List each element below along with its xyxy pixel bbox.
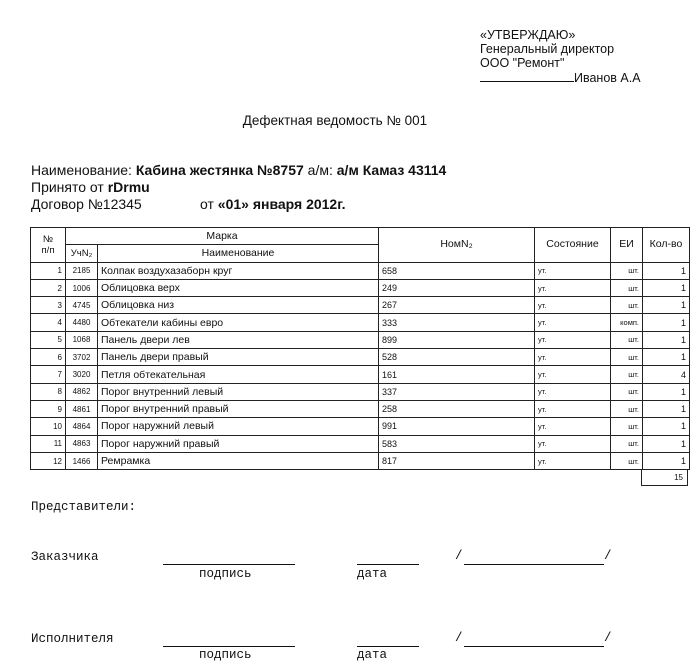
table-row: 2 1006 Облицовка верх 249 ут. шт. 1 <box>31 279 690 296</box>
total-qty: 15 <box>641 470 688 486</box>
date-label: от <box>200 196 218 212</box>
approval-signature-row <box>480 70 641 85</box>
contractor-label: Исполнителя <box>31 632 114 646</box>
customer-signature-line <box>163 564 295 565</box>
vehicle-value: а/м Камаз 43114 <box>336 162 447 178</box>
table-row: 3 4745 Облицовка низ 267 ут. шт. 1 <box>31 297 690 314</box>
approval-position: Генеральный директор <box>480 42 615 56</box>
received-value: rDrmu <box>107 179 150 195</box>
contractor-signature-line <box>163 646 295 647</box>
contractor-name-line <box>464 646 604 647</box>
name-label: Наименование: <box>31 162 136 178</box>
header-code: УчN₂ <box>66 245 98 262</box>
info-contract-line <box>31 196 142 212</box>
contract-label: Договор № <box>31 196 103 212</box>
header-qty: Кол-во <box>643 228 690 263</box>
name-value: Кабина жестянка №8757 <box>135 162 304 178</box>
info-name-line <box>31 162 446 178</box>
received-label: Принято от <box>31 179 108 195</box>
table-row: 8 4862 Порог внутренний левый 337 ут. шт. 1 <box>31 383 690 400</box>
info-received-line <box>31 179 150 195</box>
header-state: Состояние <box>535 228 611 263</box>
defect-table <box>30 227 690 470</box>
table-row: 7 3020 Петля обтекательная 161 ут. шт. 4 <box>31 366 690 383</box>
contractor-sign-caption: подпись <box>199 648 252 662</box>
table-row: 1 2185 Колпак воздухазаборн круг 658 ут. шт. 1 <box>31 262 690 279</box>
approval-signer: Иванов А.А <box>574 71 641 85</box>
header-num: № п/п <box>31 228 66 263</box>
header-nom: НомN₂ <box>379 228 535 263</box>
customer-slash-left: / <box>455 549 463 563</box>
contractor-date-caption: дата <box>357 648 388 662</box>
customer-slash-right: / <box>604 549 612 563</box>
header-mark: Марка <box>66 228 379 245</box>
table-row: 12 1466 Ремрамка 817 ут. шт. 1 <box>31 452 690 469</box>
document-title: Дефектная ведомость № 001 <box>242 113 428 128</box>
table-row: 10 4864 Порог наружний левый 991 ут. шт. 1 <box>31 418 690 435</box>
header-unit: ЕИ <box>611 228 643 263</box>
contractor-slash-left: / <box>455 631 463 645</box>
table-row: 4 4480 Обтекатели кабины евро 333 ут. комп. 1 <box>31 314 690 331</box>
representatives-heading: Представители: <box>31 500 137 514</box>
date-value: «01» января 2012г. <box>217 196 346 212</box>
table-row: 9 4861 Порог внутренний правый 258 ут. шт. 1 <box>31 400 690 417</box>
customer-name-line <box>464 564 604 565</box>
customer-date-line <box>357 564 419 565</box>
approval-block <box>480 28 641 85</box>
table-row: 11 4863 Порог наружний правый 583 ут. шт. 1 <box>31 435 690 452</box>
approval-stamp: «УТВЕРЖДАЮ» <box>480 28 576 42</box>
info-date <box>200 196 346 212</box>
customer-label: Заказчика <box>31 550 99 564</box>
customer-date-caption: дата <box>357 567 388 581</box>
table-row: 6 3702 Панель двери правый 528 ут. шт. 1 <box>31 349 690 366</box>
vehicle-label: а/м: <box>303 162 337 178</box>
contract-number: 12345 <box>102 196 142 212</box>
table-row: 5 1068 Панель двери лев 899 ут. шт. 1 <box>31 331 690 348</box>
contractor-date-line <box>357 646 419 647</box>
customer-sign-caption: подпись <box>199 567 252 581</box>
contractor-slash-right: / <box>604 631 612 645</box>
header-name: Наименование <box>98 245 379 262</box>
approval-company: ООО "Ремонт" <box>480 56 565 70</box>
signature-line <box>480 70 574 82</box>
